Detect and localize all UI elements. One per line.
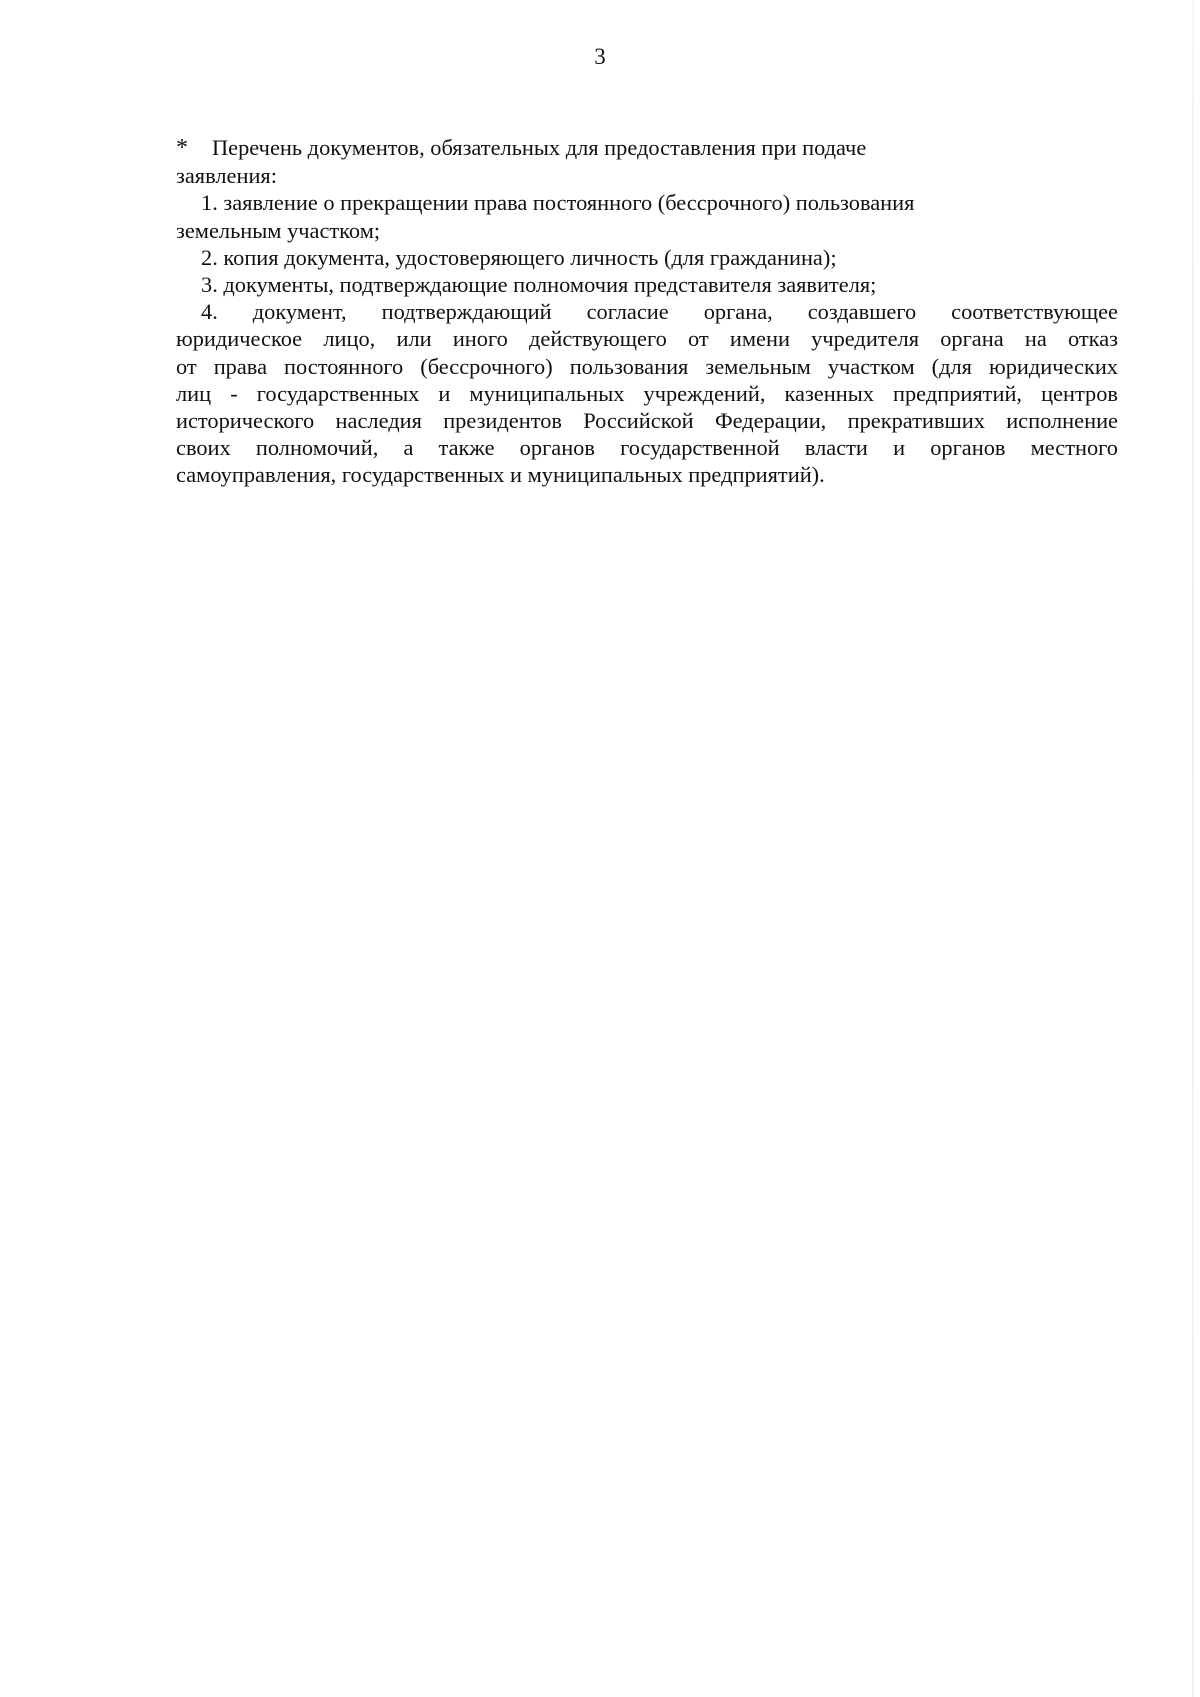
item-4-line-2: юридическое лицо, или иного действующего от имени учредителя органа на отказ [176, 326, 1118, 352]
item-4-line-7: самоуправления, государственных и муниципальных предприятий). [176, 462, 825, 488]
page-number: 3 [594, 44, 606, 69]
footnote-asterisk: * [176, 135, 188, 161]
list-item-2 [176, 244, 1118, 271]
item-3-line-1: 3. документы, подтверждающие полномочия представителя заявителя; [201, 272, 877, 298]
item-1-line-1: 1. заявление о прекращении права постоянного (бессрочного) пользования [201, 190, 915, 216]
intro-line-1 [176, 134, 1118, 162]
intro-line-2: заявления: [176, 163, 277, 189]
item-2-line-1: 2. копия документа, удостоверяющего личность (для гражданина); [201, 244, 837, 270]
document-body [176, 134, 1118, 489]
item-4-line-5: исторического наследия президентов Российской Федерации, прекративших исполнение [176, 408, 1118, 434]
item-4-line-6: своих полномочий, а также органов государственной власти и органов местного [176, 435, 1118, 461]
scan-edge-shadow [1192, 0, 1194, 1697]
list-item-1 [176, 189, 1118, 243]
item-1-line-2: земельным участком; [176, 217, 381, 243]
intro-text: Перечень документов, обязательных для предоставления при подаче [212, 135, 867, 160]
item-4-line-4: лиц - государственных и муниципальных учреждений, казенных предприятий, центров [176, 380, 1118, 406]
item-4-line-1: 4. документ, подтверждающий согласие органа, создавшего соответствующее [201, 299, 1118, 325]
list-item-3 [176, 271, 1118, 298]
list-item-4 [176, 298, 1118, 488]
item-4-line-3: от права постоянного (бессрочного) пользования земельным участком (для юридических [176, 353, 1118, 379]
intro-paragraph [176, 134, 1118, 189]
